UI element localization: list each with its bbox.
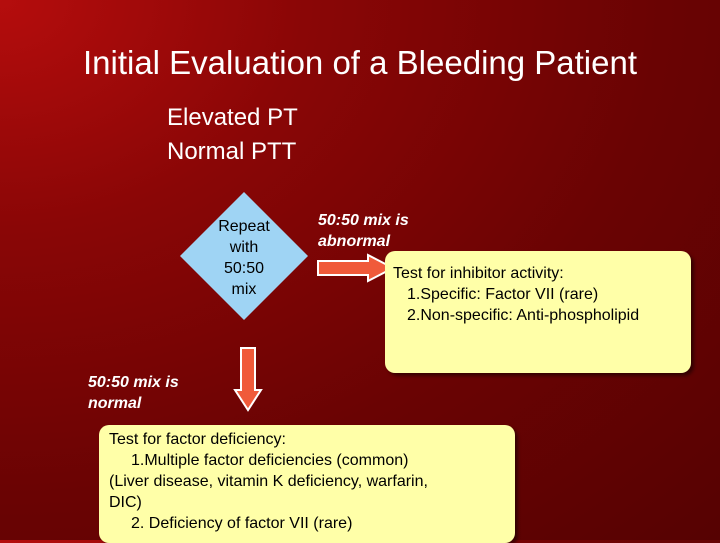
deficiency-test-box [99, 425, 515, 543]
deficiency-item-multiple-detail: (Liver disease, vitamin K deficiency, warfarin, [109, 473, 428, 490]
abnormal-label-line: abnormal [318, 233, 391, 250]
deficiency-item-multiple: 1.Multiple factor deficiencies (common) [131, 452, 409, 469]
diamond-line: mix [231, 281, 257, 298]
decision-diamond-label [196, 216, 292, 300]
deficiency-item-factor-vii: 2. Deficiency of factor VII (rare) [131, 515, 353, 532]
down-arrow-icon [233, 346, 263, 412]
right-arrow-icon [316, 253, 396, 283]
normal-label-line: 50:50 mix is [88, 374, 179, 391]
diamond-line: with [229, 239, 259, 256]
inhibitor-item-specific: 1.Specific: Factor VII (rare) [407, 286, 599, 303]
abnormal-label-line: 50:50 mix is [318, 212, 409, 229]
normal-label-line: normal [88, 395, 142, 412]
lab-result-ptt: Normal PTT [167, 138, 297, 165]
abnormal-mix-label [318, 210, 409, 252]
deficiency-heading: Test for factor deficiency: [109, 431, 286, 448]
lab-result-pt: Elevated PT [167, 104, 298, 131]
slide-title: Initial Evaluation of a Bleeding Patient [82, 44, 638, 81]
diamond-line: 50:50 [223, 260, 265, 277]
inhibitor-test-box [385, 251, 691, 373]
deficiency-item-multiple-detail-end: DIC) [109, 494, 142, 511]
inhibitor-heading: Test for inhibitor activity: [393, 265, 564, 282]
inhibitor-item-nonspecific: 2.Non-specific: Anti-phospholipid [407, 307, 640, 324]
normal-mix-label [88, 372, 179, 414]
diamond-line: Repeat [218, 218, 270, 235]
